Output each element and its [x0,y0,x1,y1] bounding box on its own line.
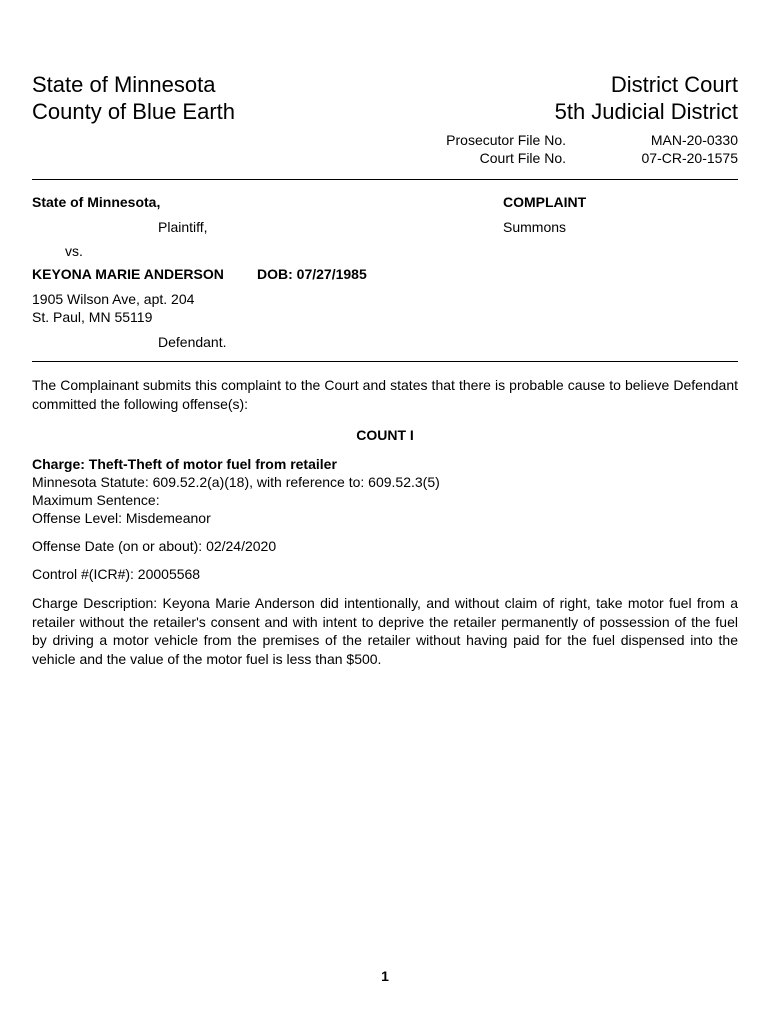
state-name: State of Minnesota [32,72,216,97]
prosecutor-file-label: Prosecutor File No. [446,132,566,148]
control-number-line: Control #(ICR#): 20005568 [32,566,201,582]
court-file-label: Court File No. [479,150,566,166]
intro-paragraph: The Complainant submits this complaint to the Court and states that there is probable cause to believe Defendant committed the following offense(s): [32,377,738,412]
caption-divider [32,361,738,362]
charge-description: Charge Description: Keyona Marie Anderson did intentionally, and without claim of right, take motor fuel from a retailer without the retailer's consent and with intent to deprive the retailer permanently of possession of the fuel by driving a motor vehicle from the premises of the retailer without having paid for the fuel dispensed into the vehicle and the value of the motor fuel is less than $500. [32,595,738,667]
statute-line: Minnesota Statute: 609.52.2(a)(18), with reference to: 609.52.3(5) [32,474,440,490]
document-subtype: Summons [503,219,567,235]
offense-level-line: Offense Level: Misdemeanor [32,510,211,526]
document-type: COMPLAINT [503,194,587,210]
page-number: 1 [381,968,389,984]
defendant-name: KEYONA MARIE ANDERSON [32,266,224,282]
defendant-address-line2: St. Paul, MN 55119 [32,309,153,325]
plaintiff-name: State of Minnesota, [32,194,161,210]
county-name: County of Blue Earth [32,99,236,124]
defendant-role: Defendant. [158,334,227,350]
judicial-district: 5th Judicial District [554,99,738,124]
offense-date-line: Offense Date (on or about): 02/24/2020 [32,538,277,554]
defendant-address-line1: 1905 Wilson Ave, apt. 204 [32,291,195,307]
max-sentence-line: Maximum Sentence: [32,492,160,508]
charge-line: Charge: Theft-Theft of motor fuel from retailer [32,456,337,472]
court-file-value: 07-CR-20-1575 [641,150,738,166]
count-title: COUNT I [356,427,414,443]
header-divider [32,179,738,180]
court-name: District Court [610,72,738,97]
versus-label: vs. [65,243,83,259]
plaintiff-role: Plaintiff, [158,219,208,235]
prosecutor-file-value: MAN-20-0330 [650,132,738,148]
defendant-dob: DOB: 07/27/1985 [257,266,367,282]
